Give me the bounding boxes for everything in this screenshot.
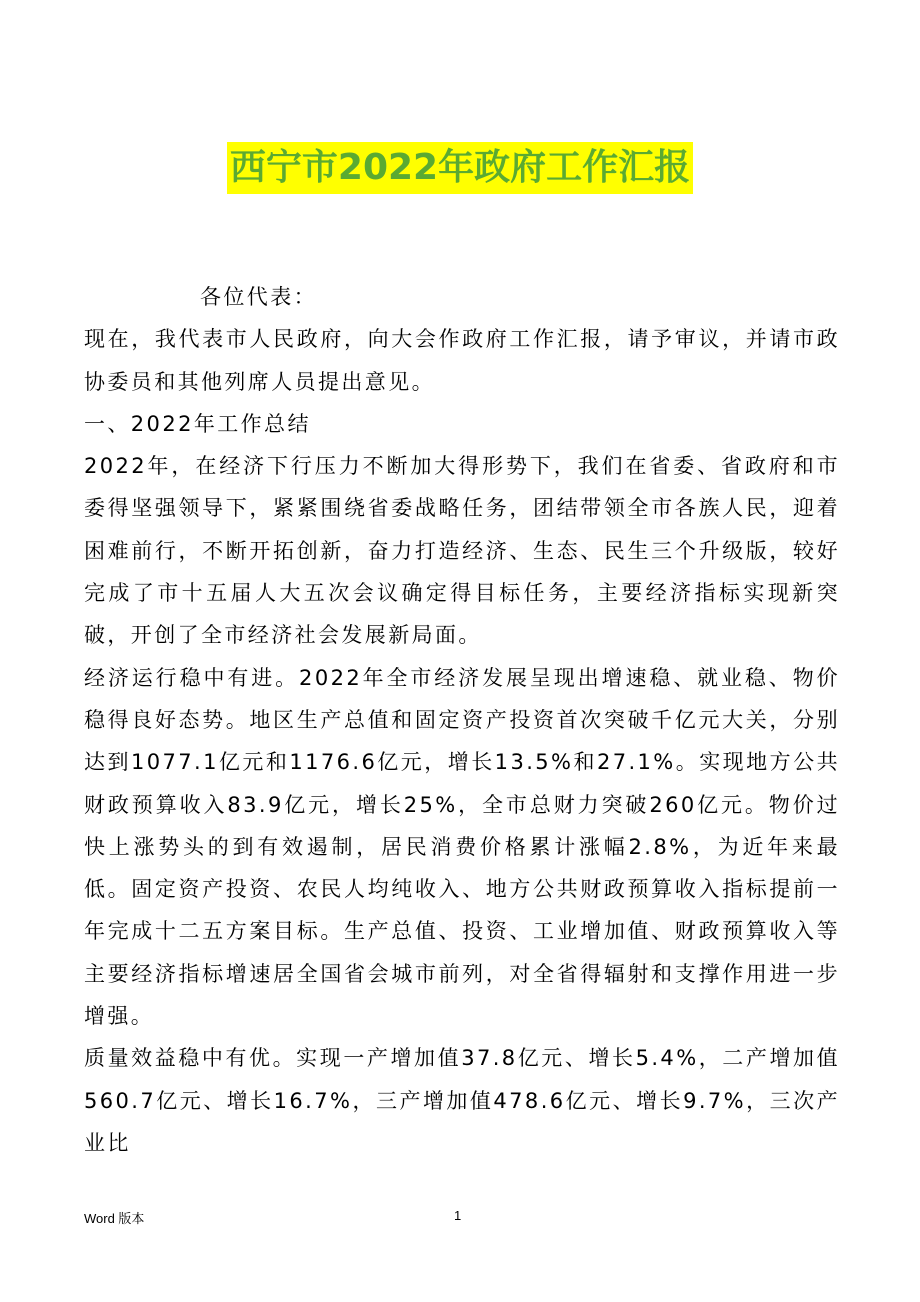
footer-label: Word 版本 — [84, 1211, 145, 1226]
document-title: 西宁市2022年政府工作汇报 — [227, 142, 693, 194]
page-footer — [0, 1208, 920, 1228]
section-heading: 一、2022年工作总结 — [84, 411, 311, 436]
paragraph-summary: 2022年，在经济下行压力不断加大得形势下，我们在省委、省政府和市委得坚强领导下，紧紧围绕省委战略任务，团结带领全市各族人民，迎着困难前行，不断开拓创新，奋力打造经济、生态、民生三个升级版，较好完成了市十五届人大五次会议确定得目标任务，主要经济指标实现新突破，开创了全市经济社会发展新局面。 — [84, 454, 840, 648]
paragraph-economy: 经济运行稳中有进。2022年全市经济发展呈现出增速稳、就业稳、物价稳得良好态势。地区生产总值和固定资产投资首次突破千亿元大关，分别达到1077.1亿元和1176.6亿元，增长13.5%和27.1%。实现地方公共财政预算收入83.9亿元，增长25%，全市总财力突破260亿元。物价过快上涨势头的到有效遏制，居民消费价格累计涨幅2.8%，为近年来最低。固定资产投资、农民人均纯收入、地方公共财政预算收入指标提前一年完成十二五方案目标。生产总值、投资、工业增加值、财政预算收入等主要经济指标增速居全国省会城市前列，对全省得辐射和支撑作用进一步增强。 — [84, 665, 840, 1029]
salutation: 各位代表： — [200, 285, 317, 309]
paragraph-intro: 现在，我代表市人民政府，向大会作政府工作汇报，请予审议，并请市政协委员和其他列席人员提出意见。 — [84, 327, 840, 394]
title-container — [0, 142, 920, 194]
document-body — [84, 276, 840, 1164]
page-number: 1 — [454, 1208, 462, 1223]
paragraph-quality: 质量效益稳中有优。实现一产增加值37.8亿元、增长5.4%，二产增加值560.7亿元、增长16.7%，三产增加值478.6亿元、增长9.7%，三次产业比 — [84, 1046, 840, 1155]
